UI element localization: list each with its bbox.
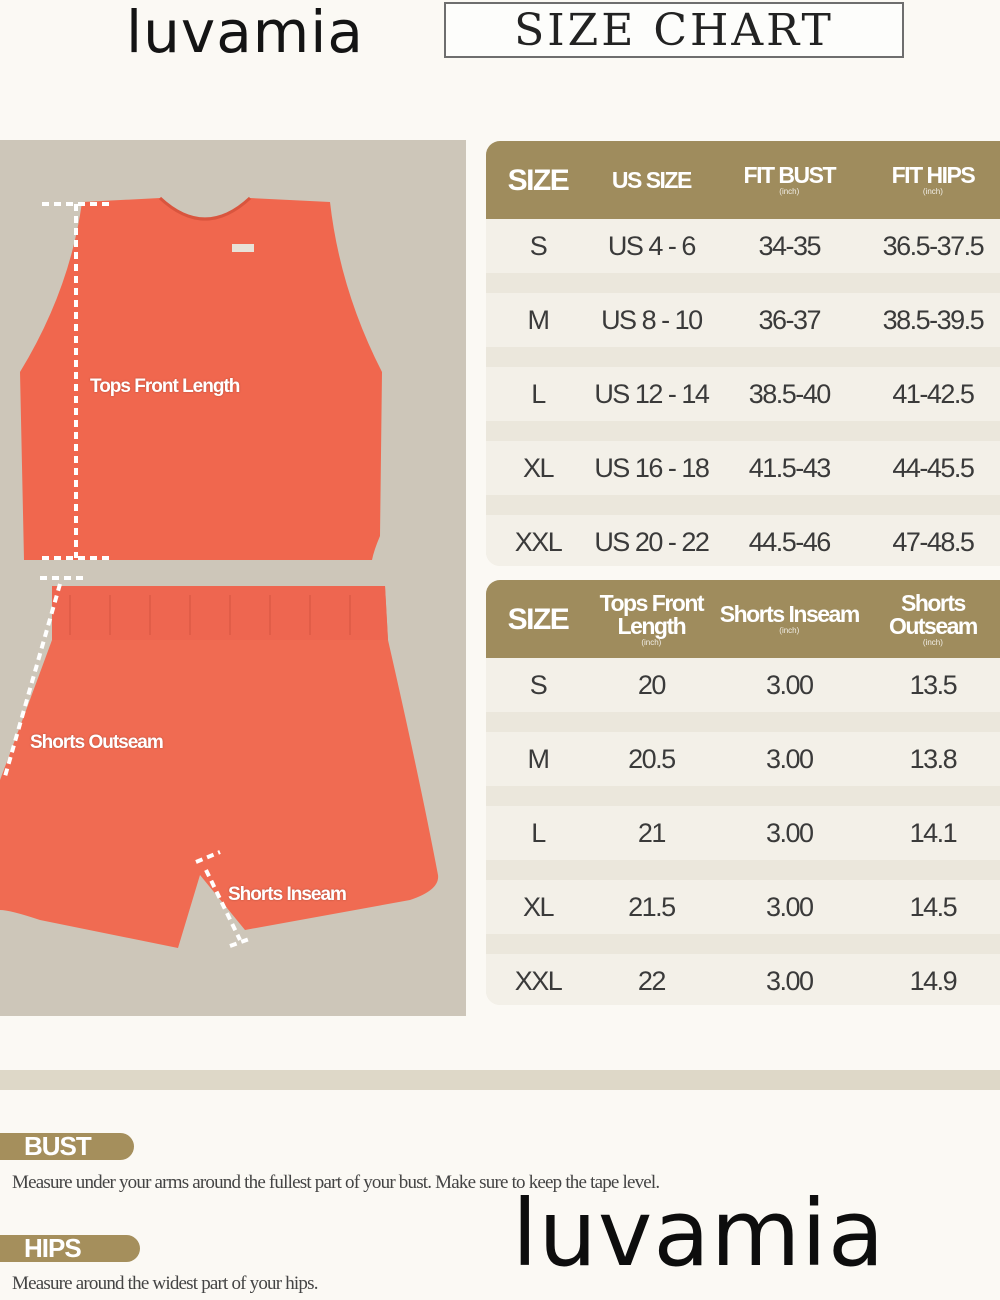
table-row (486, 441, 1000, 495)
cell-size: XL (522, 891, 553, 922)
table-row (486, 515, 1000, 566)
product-photo (0, 140, 466, 1016)
table-row (486, 880, 1000, 934)
cell-us-size: US 20 - 22 (594, 526, 709, 557)
table-body (486, 219, 1000, 566)
cell-size: S (529, 230, 547, 261)
cell-size: M (527, 304, 549, 335)
cell-fit-bust: 44.5-46 (748, 526, 830, 557)
tops-front-length-label: Tops Front Length (90, 376, 240, 397)
size-table-bottom (486, 580, 1000, 1005)
cell-fit-hips: 36.5-37.5 (882, 230, 984, 261)
cell-tops-front-length: 21.5 (628, 891, 675, 922)
cell-size: XXL (514, 965, 562, 996)
brand-logo-bottom: luvamia (512, 1180, 886, 1287)
header-size: SIZE (507, 602, 569, 636)
cell-fit-hips: 44-45.5 (892, 452, 974, 483)
cell-fit-hips: 47-48.5 (892, 526, 974, 557)
cell-shorts-inseam: 3.00 (766, 743, 813, 774)
hips-tag: HIPS (0, 1235, 140, 1262)
brand-logo-top: luvamia (126, 0, 364, 66)
cell-shorts-inseam: 3.00 (766, 965, 813, 996)
table-header (486, 580, 1000, 658)
header-shorts-inseam: Shorts Inseam (inch) (719, 601, 859, 635)
cell-fit-hips: 38.5-39.5 (882, 304, 984, 335)
cell-shorts-outseam: 14.9 (909, 965, 957, 996)
header-us-size: US SIZE (611, 166, 691, 193)
cell-shorts-outseam: 13.8 (909, 743, 957, 774)
table-row (486, 658, 1000, 712)
hips-description: Measure around the widest part of your hips. (12, 1273, 318, 1294)
cell-shorts-outseam: 14.1 (909, 817, 957, 848)
header-fit-hips: FIT HIPS (inch) (891, 162, 975, 196)
table-body (486, 658, 1000, 1005)
cell-size: XXL (514, 526, 562, 557)
cell-size: XL (522, 452, 553, 483)
table-row (486, 367, 1000, 421)
table-row (486, 806, 1000, 860)
cell-fit-bust: 38.5-40 (748, 378, 830, 409)
cell-tops-front-length: 20 (637, 669, 665, 700)
header-tops-front-length: Tops Front Length (inch) (599, 589, 704, 647)
table-row (486, 293, 1000, 347)
cell-size: L (531, 378, 545, 409)
cell-size: M (527, 743, 549, 774)
cell-tops-front-length: 22 (637, 965, 665, 996)
cell-shorts-outseam: 14.5 (909, 891, 957, 922)
bust-tag: BUST (0, 1133, 134, 1160)
cell-us-size: US 16 - 18 (594, 452, 709, 483)
cell-shorts-inseam: 3.00 (766, 891, 813, 922)
header-shorts-outseam: Shorts Outseam (inch) (888, 589, 977, 647)
header-size: SIZE (507, 163, 569, 197)
cell-us-size: US 12 - 14 (594, 378, 709, 409)
cell-size: S (529, 669, 547, 700)
header-fit-bust: FIT BUST (inch) (743, 162, 836, 196)
cell-fit-bust: 41.5-43 (748, 452, 830, 483)
cell-fit-hips: 41-42.5 (892, 378, 974, 409)
cell-tops-front-length: 21 (637, 817, 665, 848)
table-row (486, 954, 1000, 1005)
bust-description: Measure under your arms around the fullest part of your bust. Make sure to keep the tape level. (12, 1172, 660, 1193)
shorts-inseam-label: Shorts Inseam (228, 884, 346, 905)
cell-fit-bust: 34-35 (758, 230, 821, 261)
cell-shorts-inseam: 3.00 (766, 669, 813, 700)
cell-shorts-outseam: 13.5 (909, 669, 957, 700)
cell-size: L (531, 817, 545, 848)
shorts-outseam-label: Shorts Outseam (30, 732, 163, 753)
table-header (486, 141, 1000, 219)
cell-shorts-inseam: 3.00 (766, 817, 813, 848)
cell-fit-bust: 36-37 (758, 304, 821, 335)
table-row (486, 732, 1000, 786)
cell-us-size: US 4 - 6 (607, 230, 695, 261)
size-chart-title: SIZE CHART (444, 2, 904, 58)
table-row (486, 219, 1000, 273)
cell-us-size: US 8 - 10 (601, 304, 702, 335)
section-divider (0, 1070, 1000, 1090)
size-table-top (486, 141, 1000, 566)
cell-tops-front-length: 20.5 (628, 743, 675, 774)
